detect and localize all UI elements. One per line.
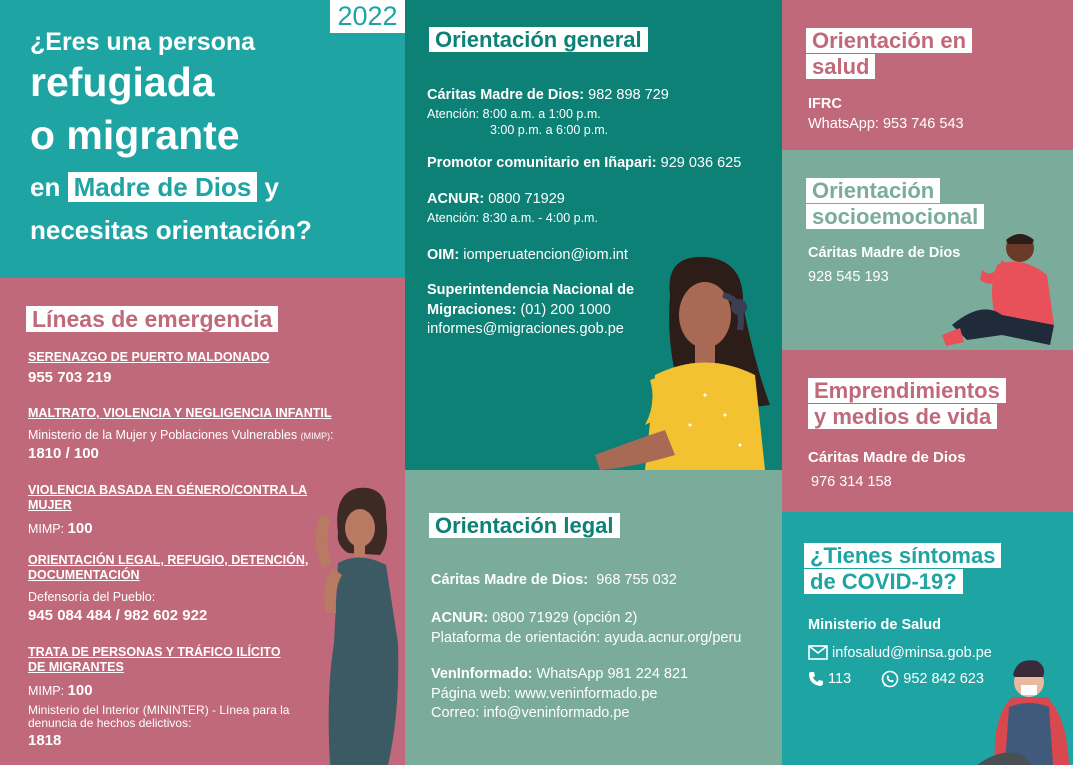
whatsapp[interactable]: WhatsApp: 953 746 543 (808, 115, 964, 132)
whatsapp[interactable]: 952 842 623 (903, 671, 984, 688)
emergency-desc: Defensoría del Pueblo: (28, 590, 156, 604)
emergency-lines-panel (0, 278, 405, 765)
email[interactable]: iomperuatencion@iom.int (463, 247, 628, 263)
phone-icon (808, 671, 824, 687)
emergency-desc: Ministerio del Interior (MININTER) - Línea para la denuncia de hechos delictivos: (28, 702, 290, 731)
phone[interactable]: 0800 71929 (488, 191, 565, 207)
emergency-item (28, 483, 318, 539)
org-name: OIM: (427, 247, 460, 263)
emergency-item (28, 553, 318, 625)
emergency-heading: VIOLENCIA BASADA EN GÉNERO/CONTRA LA MUJER (28, 483, 308, 512)
hero-line-2: refugiada (30, 59, 215, 105)
emergency-phone[interactable]: 1818 (28, 732, 62, 750)
email[interactable]: Correo: info@veninformado.pe (431, 705, 630, 722)
emergency-phone[interactable]: 100 (67, 520, 93, 537)
health-title: Orientación en salud (806, 28, 972, 79)
phone[interactable]: 928 545 193 (808, 268, 889, 285)
hero-line-4-pre: en (30, 172, 61, 202)
hero-line-3: o migrante (30, 112, 240, 158)
email[interactable]: infosalud@minsa.gob.pe (832, 644, 992, 661)
phone[interactable]: 929 036 625 (660, 155, 742, 171)
org-name: Cáritas Madre de Dios: (427, 87, 585, 103)
hero-line-4 (30, 172, 279, 203)
org-name: Promotor comunitario en Iñapari: (427, 155, 657, 171)
hero-line-4-post: y (264, 172, 279, 202)
hours: 3:00 p.m. a 6:00 p.m. (490, 123, 609, 138)
org-name: Superintendencia Nacional de (427, 282, 635, 298)
emergency-heading: ORIENTACIÓN LEGAL, REFUGIO, DETENCIÓN, DOCUMENTACIÓN (28, 553, 309, 582)
general-title: Orientación general (429, 27, 648, 53)
phone[interactable]: (01) 200 1000 (520, 301, 611, 318)
legal-acnur (431, 609, 776, 648)
call-center-operator-illustration (595, 255, 782, 470)
phone[interactable]: 968 755 032 (596, 572, 677, 588)
covid-title: ¿Tienes síntomas de COVID-19? (804, 543, 1001, 594)
org-name-cont: Migraciones: (427, 301, 517, 318)
emergency-phone[interactable]: 1810 / 100 (28, 444, 99, 462)
emergency-item (28, 645, 298, 751)
emergency-phone[interactable]: 100 (67, 682, 93, 699)
hours: 8:00 a.m. a 1:00 p.m. (482, 106, 601, 121)
emergency-heading: TRATA DE PERSONAS Y TRÁFICO ILÍCITO DE MIGRANTES (28, 645, 281, 674)
emergency-desc: Ministerio de la Mujer y Poblaciones Vulnerables (MIMP): (28, 428, 334, 442)
general-acnur (427, 190, 772, 226)
emergency-title: Líneas de emergencia (26, 306, 278, 333)
phone[interactable]: 976 314 158 (811, 474, 892, 491)
hero-panel (0, 0, 405, 278)
year-badge: 2022 (330, 0, 405, 33)
org-name: ACNUR: (427, 191, 485, 207)
health-guidance-panel (782, 0, 1073, 150)
socioemotional-panel (782, 150, 1073, 350)
legal-guidance-panel (405, 470, 782, 765)
legal-title: Orientación legal (429, 513, 620, 539)
emergency-phone[interactable]: 955 703 219 (28, 369, 112, 386)
hero-line-1: ¿Eres una persona (30, 28, 256, 56)
org-name: Cáritas Madre de Dios (808, 449, 966, 466)
org-name: Ministerio de Salud (808, 617, 941, 633)
general-caritas: Cáritas Madre de Dios: 982 898 729 Atención: 8:00 a.m. a 1:00 p.m. 3:00 p.m. a 6:00 p.m. (427, 86, 772, 139)
covid-panel (782, 512, 1073, 765)
emergency-phone[interactable]: 945 084 484 / 982 602 922 (28, 606, 208, 624)
email[interactable]: informes@migraciones.gob.pe (427, 321, 624, 338)
sad-man-illustration (942, 230, 1073, 350)
livelihoods-title: Emprendimientos y medios de vida (808, 378, 1006, 429)
org-name: VenInformado: (431, 666, 533, 682)
platform-link[interactable]: Plataforma de orientación: ayuda.acnur.org/peru (431, 629, 742, 646)
emergency-heading: MALTRATO, VIOLENCIA Y NEGLIGENCIA INFANTIL (28, 406, 332, 420)
org-name: Cáritas Madre de Dios: (431, 572, 589, 588)
mail-icon (808, 645, 828, 660)
phone[interactable]: 982 898 729 (588, 87, 669, 103)
web-link[interactable]: Página web: www.veninformado.pe (431, 685, 658, 702)
emergency-item (28, 350, 328, 388)
emergency-label: MIMP: (28, 684, 65, 698)
legal-caritas (431, 571, 776, 591)
emergency-heading: SERENAZGO DE PUERTO MALDONADO (28, 350, 270, 364)
whatsapp[interactable]: WhatsApp 981 224 821 (536, 666, 689, 682)
woman-illustration (308, 473, 405, 765)
emergency-item (28, 406, 373, 463)
hero-line-5: necesitas orientación? (30, 215, 312, 245)
org-name: Cáritas Madre de Dios (808, 245, 961, 261)
hero-region-highlight: Madre de Dios (68, 172, 258, 202)
general-promotor (427, 154, 772, 174)
general-guidance-panel (405, 0, 782, 470)
hours: Atención: 8:30 a.m. - 4:00 p.m. (427, 210, 598, 225)
emergency-label: MIMP: (28, 522, 65, 536)
phone[interactable]: 113 (828, 671, 852, 688)
livelihoods-panel (782, 350, 1073, 512)
sick-man-illustration (977, 647, 1073, 765)
org-name: IFRC (808, 96, 842, 112)
whatsapp-icon (881, 670, 899, 688)
socio-title: Orientación socioemocional (806, 178, 984, 229)
legal-veninformado (431, 665, 776, 724)
phone[interactable]: 0800 71929 (opción 2) (492, 610, 638, 626)
org-name: ACNUR: (431, 610, 489, 626)
